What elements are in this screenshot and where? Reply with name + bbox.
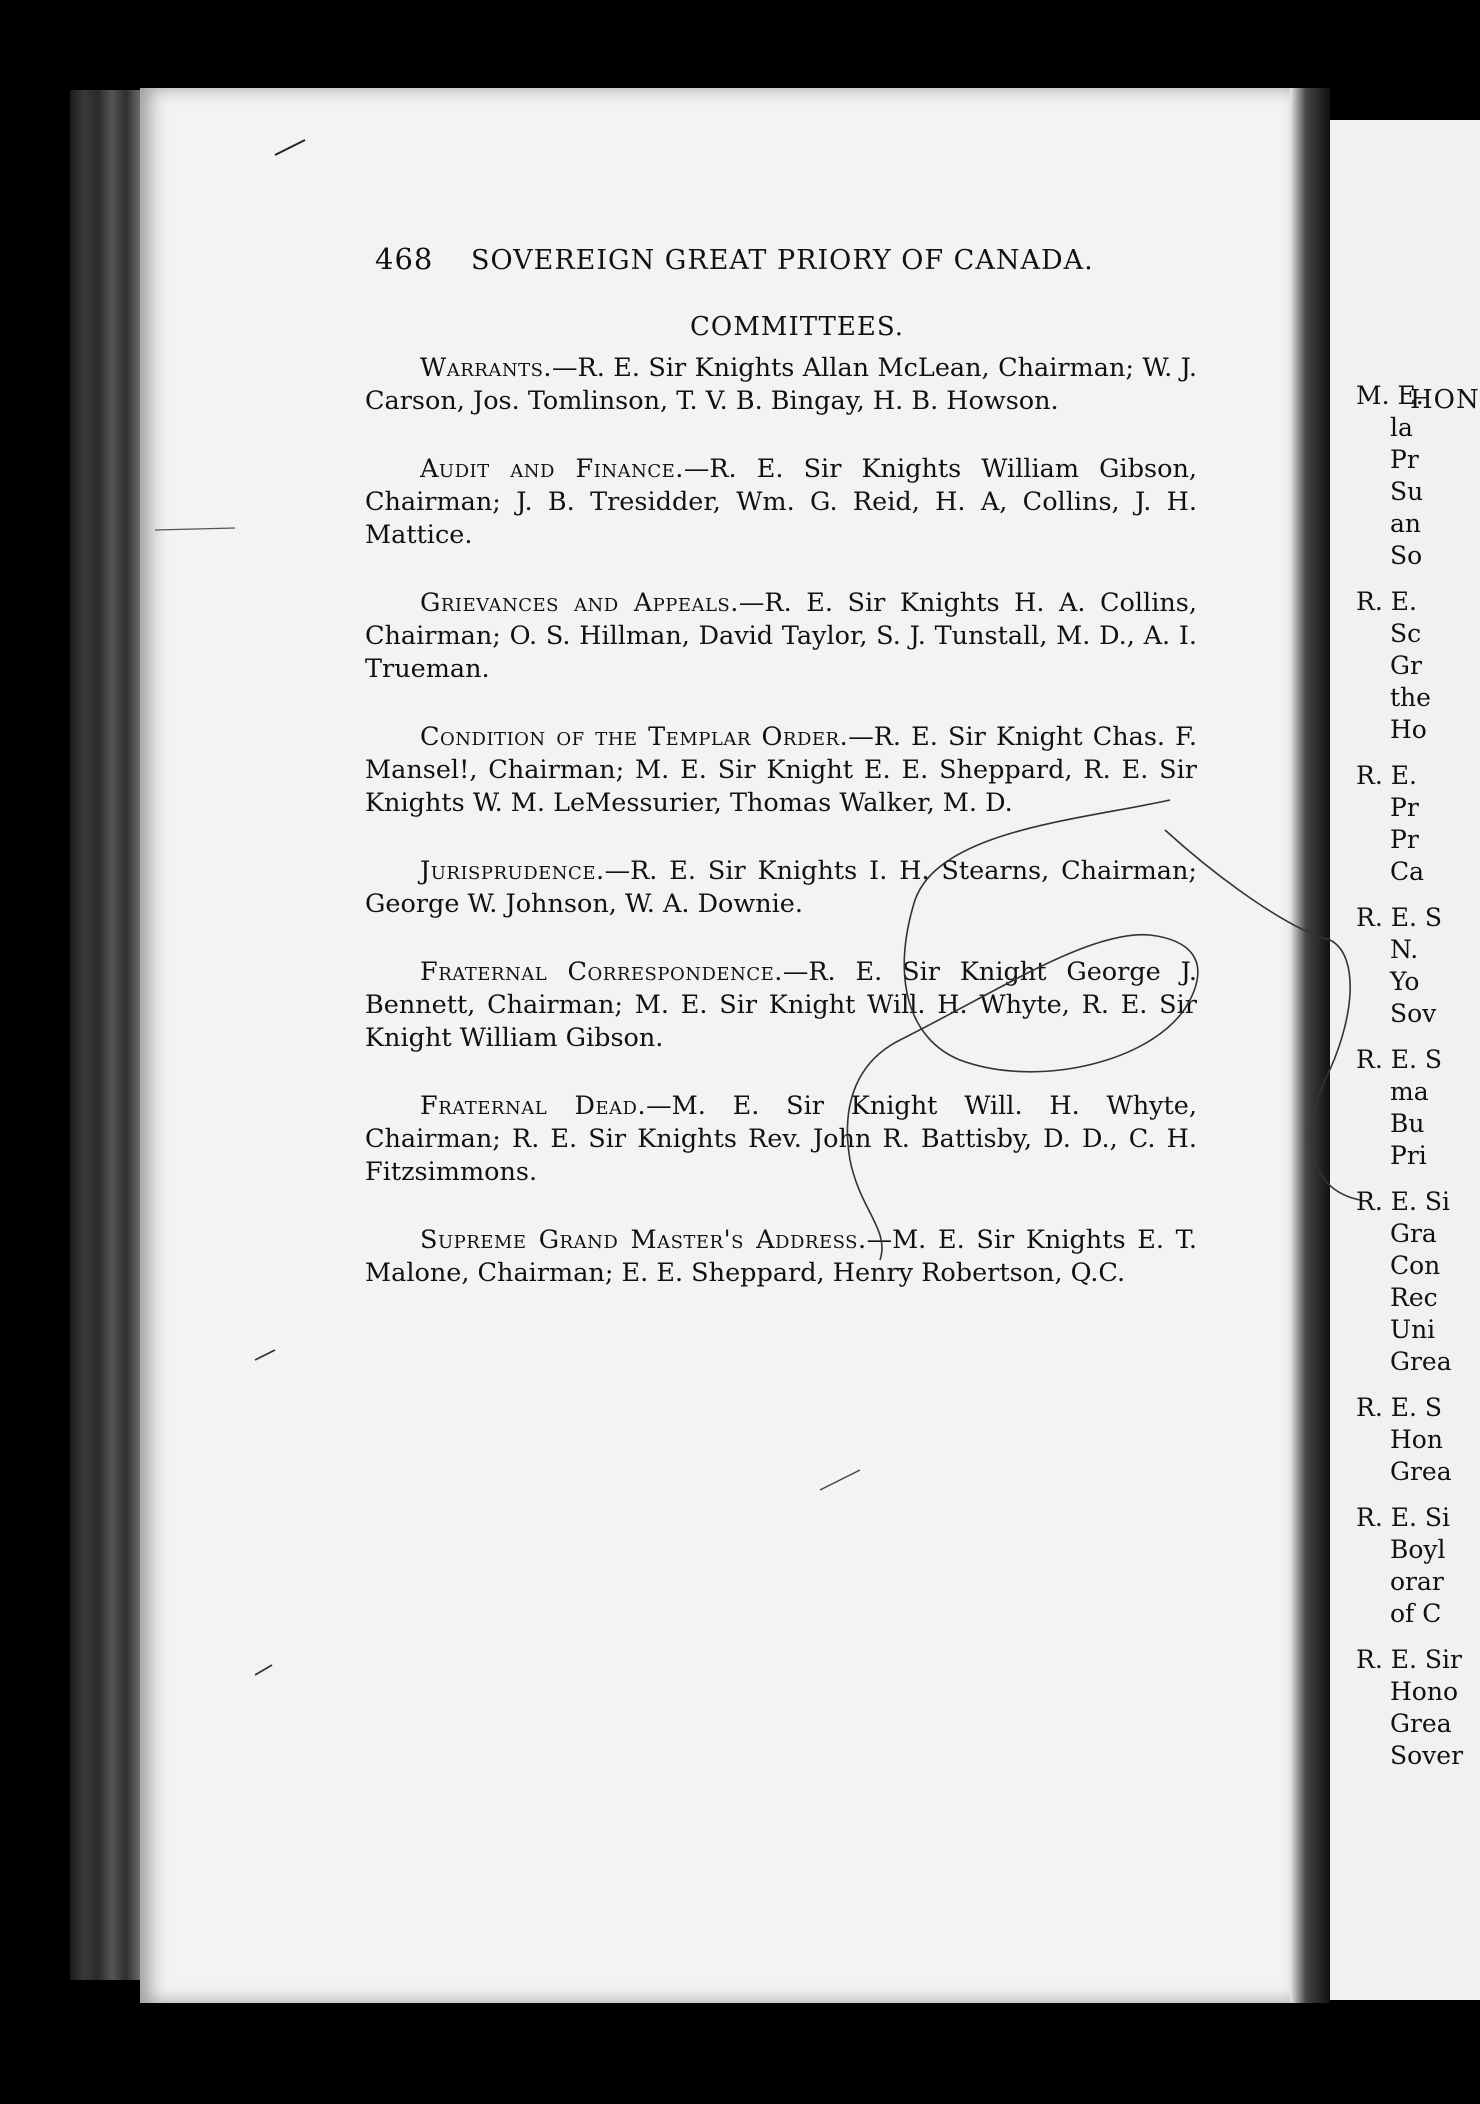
facing-page-item-line: Pri (1390, 1141, 1427, 1170)
facing-page-item (1356, 1502, 1480, 1630)
facing-page-item (1356, 1392, 1480, 1488)
facing-page-item-line: N. (1390, 935, 1419, 964)
committee-entry-jurisprudence (365, 855, 1197, 921)
facing-page-item-line: Su (1390, 477, 1424, 506)
committee-title: Fraternal Dead. (420, 1091, 647, 1121)
committee-entry-grand-master-address (365, 1224, 1197, 1290)
facing-page-item-line: Grea (1390, 1709, 1452, 1738)
facing-page-item-title: R. E. Sir (1356, 1645, 1462, 1674)
committee-members: —R. E. Sir Knights Allan McLean, Chairman; W. J. Carson, Jos. Tomlinson, T. V. B. Bingay, H. B. Howson. (365, 353, 1197, 416)
running-title: SOVEREIGN GREAT PRIORY OF CANADA. (470, 245, 1094, 276)
facing-page-item-title: R. E. (1356, 761, 1417, 790)
facing-page-item-line: Gra (1390, 1219, 1437, 1248)
facing-page-item-title: R. E. (1356, 587, 1417, 616)
facing-page-item-line: Gr (1390, 651, 1422, 680)
facing-page-item-line: ma (1390, 1077, 1429, 1106)
facing-page-item-line: Pr (1390, 793, 1419, 822)
committee-entry-templar-order (365, 721, 1197, 820)
facing-page-item-line: Hon (1390, 1425, 1443, 1454)
committee-entry-grievances-appeals (365, 587, 1197, 686)
committee-entry-fraternal-correspondence (365, 956, 1197, 1055)
facing-page-item-line: Hono (1390, 1677, 1459, 1706)
facing-page-item-line: Sov (1390, 999, 1437, 1028)
section-heading: COMMITTEES. (690, 312, 904, 342)
facing-page-item-line: an (1390, 509, 1422, 538)
facing-page-item (1356, 380, 1480, 572)
committee-title: Condition of the Templar Order. (420, 722, 849, 752)
committee-members: —R. E. Sir Knight George J. Bennett, Chairman; M. E. Sir Knight Will. H. Whyte, R. E. Sir Knight William Gibson. (365, 957, 1197, 1053)
facing-page-item-line: the (1390, 683, 1431, 712)
facing-page-item (1356, 1044, 1480, 1172)
facing-page-item-line: Sover (1390, 1741, 1464, 1770)
facing-page-item-line: of C (1390, 1599, 1442, 1628)
page-gutter (1290, 88, 1330, 2003)
committee-members: —R. E. Sir Knights William Gibson, Chairman; J. B. Tresidder, Wm. G. Reid, H. A, Collins, J. H. Mattice. (365, 454, 1197, 550)
facing-page-item-line: Uni (1390, 1315, 1436, 1344)
facing-page-item-line: Pr (1390, 825, 1419, 854)
committee-list (365, 352, 1197, 1325)
committee-members: —R. E. Sir Knights I. H. Stearns, Chairman; George W. Johnson, W. A. Downie. (365, 856, 1197, 919)
facing-page-item-line: Ca (1390, 857, 1425, 886)
committee-title: Warrants. (420, 353, 553, 383)
facing-page-item (1356, 1186, 1480, 1378)
facing-page-item-title: R. E. S (1356, 1393, 1442, 1422)
facing-page-item-title: M. E. (1356, 381, 1424, 410)
facing-page-item-line: Con (1390, 1251, 1441, 1280)
facing-page-item (1356, 586, 1480, 746)
committee-members: —M. E. Sir Knights E. T. Malone, Chairman; E. E. Sheppard, Henry Robertson, Q.C. (365, 1225, 1197, 1288)
book-binding (70, 90, 140, 1980)
committee-title: Audit and Finance. (420, 454, 684, 484)
committee-members: —M. E. Sir Knight Will. H. Whyte, Chairman; R. E. Sir Knights Rev. John R. Battisby, D. D., C. H. Fitzsimmons. (365, 1091, 1197, 1187)
facing-page-item-line: Grea (1390, 1457, 1452, 1486)
facing-page-item (1356, 1644, 1480, 1772)
committee-title: Supreme Grand Master's Address. (420, 1225, 867, 1255)
page-number: 468 (375, 242, 434, 276)
facing-page-item-line: Ho (1390, 715, 1427, 744)
facing-page-text (1356, 380, 1480, 1786)
facing-page-item-line: Pr (1390, 445, 1419, 474)
committee-members: —R. E. Sir Knights H. A. Collins, Chairman; O. S. Hillman, David Taylor, S. J. Tunstall, M. D., A. I. Trueman. (365, 588, 1197, 684)
committee-entry-audit-finance (365, 453, 1197, 552)
committee-title: Jurisprudence. (420, 856, 605, 886)
facing-page-item-title: R. E. Si (1356, 1187, 1450, 1216)
facing-page-item-title: R. E. S (1356, 903, 1442, 932)
committee-entry-warrants (365, 352, 1197, 418)
facing-page-item-line: So (1390, 541, 1423, 570)
facing-page-item-title: R. E. Si (1356, 1503, 1450, 1532)
facing-page-item-line: orar (1390, 1567, 1444, 1596)
facing-page-item (1356, 902, 1480, 1030)
committee-entry-fraternal-dead (365, 1090, 1197, 1189)
facing-page-item-line: la (1390, 413, 1413, 442)
facing-page-item-line: Boyl (1390, 1535, 1446, 1564)
committee-title: Grievances and Appeals. (420, 588, 739, 618)
facing-page-item-title: R. E. S (1356, 1045, 1442, 1074)
facing-page-item (1356, 760, 1480, 888)
facing-page-item-line: Grea (1390, 1347, 1452, 1376)
facing-page-item-line: Bu (1390, 1109, 1425, 1138)
facing-page-item-line: Rec (1390, 1283, 1438, 1312)
committee-title: Fraternal Correspondence. (420, 957, 783, 987)
facing-page-item-line: Yo (1390, 967, 1420, 996)
committee-members: —R. E. Sir Knight Chas. F. Mansel!, Chairman; M. E. Sir Knight E. E. Sheppard, R. E. Sir Knights W. M. LeMessurier, Thomas Walker, M. D. (365, 722, 1197, 818)
facing-page-item-line: Sc (1390, 619, 1422, 648)
running-head (375, 242, 1175, 276)
facing-page-heading: HON (1410, 385, 1480, 415)
